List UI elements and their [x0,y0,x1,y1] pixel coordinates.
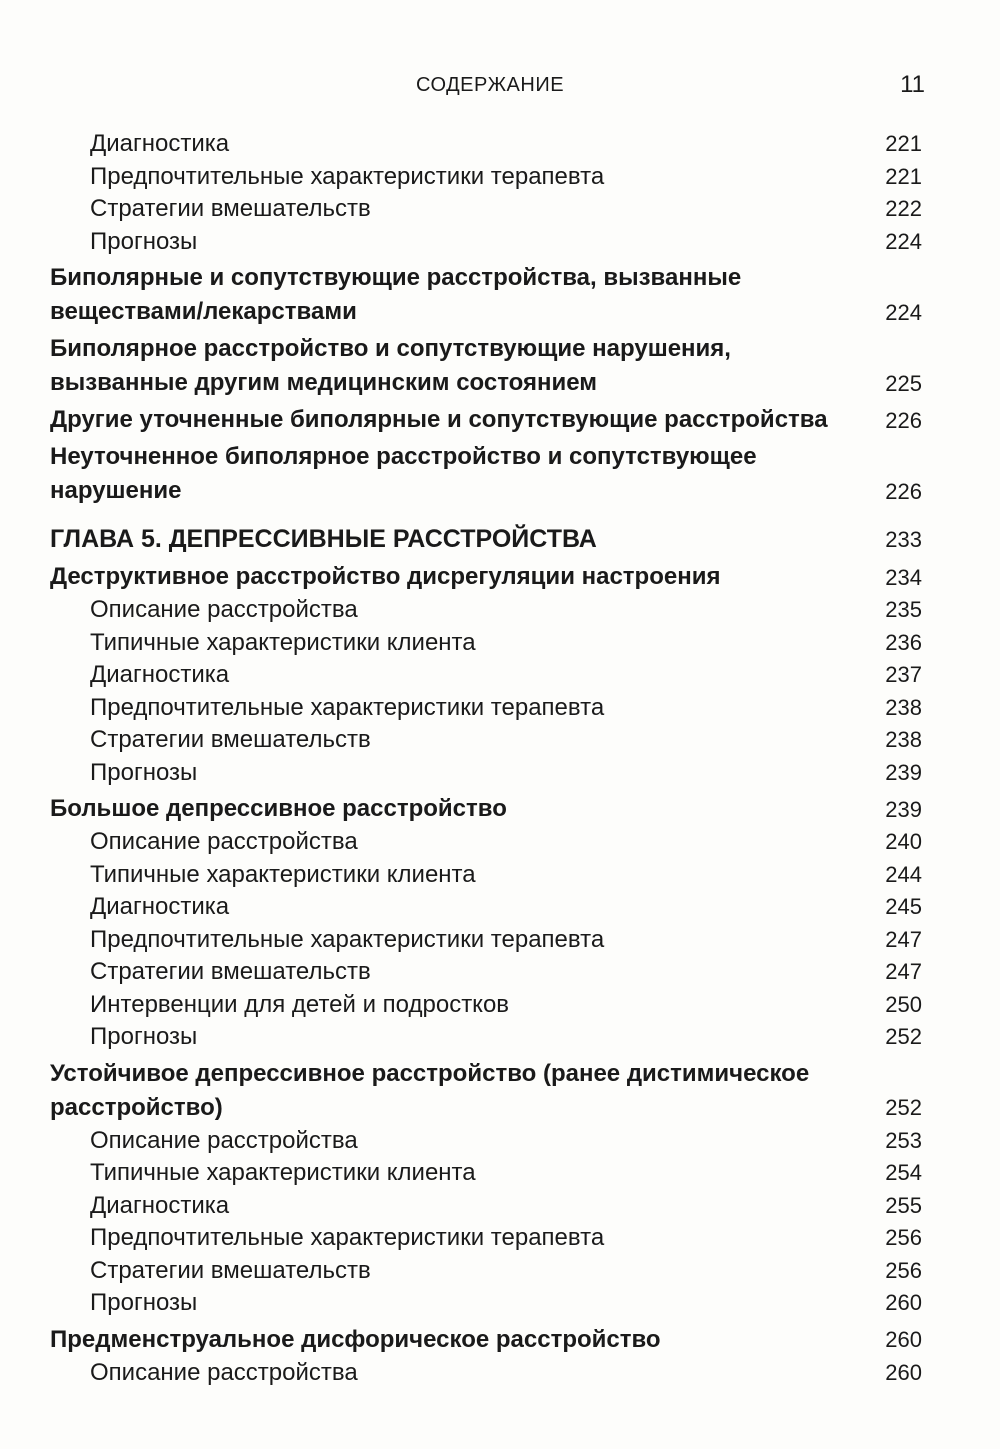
toc-entry [50,594,922,627]
header-title: СОДЕРЖАНИЕ [415,74,565,96]
toc-entry [50,1157,922,1190]
toc-entry [50,1222,922,1255]
toc-entry-page: 234 [885,564,922,590]
toc-entry-page: 237 [885,662,922,687]
toc-entry-title: Описание расстройства [90,596,358,623]
toc-entry-page: 250 [885,991,922,1017]
toc-entry-title: Устойчивое депрессивное расстройство (ранее дистимическое расстройство) [50,1059,810,1121]
toc-entry-title: Интервенции для детей и подростков [90,990,510,1018]
toc-entry-title: Описание расстройства [90,828,358,855]
page-number: 11 [900,71,925,98]
toc-entry-title: Предпочтительные характеристики терапевта [90,925,605,953]
toc-entry [50,891,922,924]
toc-entry-page: 247 [885,959,922,984]
toc-entry-title: Стратегии вмешательств [90,726,371,753]
toc-entry [50,560,922,594]
toc-entry [50,261,922,329]
toc-entry-title: Деструктивное расстройство дисрегуляции настроения [50,563,721,590]
toc-entry [50,826,922,859]
toc-entry-page: 255 [885,1192,922,1218]
toc-entry [50,522,922,556]
table-of-contents [50,128,922,1389]
toc-entry-title: Типичные характеристики клиента [90,860,476,888]
toc-entry [50,627,922,660]
toc-entry-page: 256 [885,1257,922,1283]
toc-entry [50,1323,922,1357]
toc-entry [50,128,922,161]
toc-entry-title: Описание расстройства [90,1126,358,1154]
toc-entry [50,1190,922,1223]
toc-entry-title: Прогнозы [90,227,198,255]
toc-entry-page: 224 [885,228,922,254]
toc-entry-title: Стратегии вмешательств [90,195,371,222]
toc-entry-title: Предпочтительные характеристики терапевта [90,1224,605,1251]
toc-entry [50,1255,922,1288]
toc-entry [50,1057,922,1125]
toc-entry [50,161,922,194]
toc-entry-title: Биполярное расстройство и сопутствующие нарушения, вызванные другим медицинским состоянием [50,335,731,396]
toc-entry-title: Диагностика [90,893,230,920]
toc-entry-page: 260 [885,1359,922,1385]
toc-entry-page: 225 [885,370,922,396]
toc-entry [50,332,922,400]
toc-entry [50,692,922,725]
toc-entry [50,440,922,508]
toc-entry [50,989,922,1022]
toc-entry-title: Стратегии вмешательств [90,1256,371,1284]
toc-entry-page: 238 [885,727,922,752]
toc-entry-title: Прогнозы [90,1289,198,1316]
toc-entry [50,403,922,437]
toc-entry-title: Типичные характеристики клиента [90,1159,476,1186]
toc-entry-page: 252 [885,1095,922,1120]
toc-entry [50,659,922,692]
toc-entry-title: Прогнозы [90,1023,198,1050]
toc-entry [50,924,922,957]
toc-entry-page: 245 [885,894,922,919]
toc-entry-page: 222 [885,196,922,221]
toc-entry [50,757,922,790]
toc-entry-page: 221 [885,131,922,156]
toc-entry-page: 239 [885,759,922,785]
toc-entry [50,792,922,826]
toc-entry-page: 235 [885,597,922,622]
toc-entry [50,724,922,757]
toc-entry-title: ГЛАВА 5. ДЕПРЕССИВНЫЕ РАССТРОЙСТВА [50,525,597,553]
toc-entry-title: Описание расстройства [90,1358,358,1386]
running-header [0,66,1000,106]
toc-entry [50,956,922,989]
toc-entry-page: 224 [885,299,922,325]
toc-entry-page: 233 [885,526,922,552]
toc-entry-title: Прогнозы [90,758,198,786]
toc-entry [50,1125,922,1158]
toc-entry-title: Диагностика [90,661,230,688]
toc-entry-title: Предпочтительные характеристики терапевта [90,162,605,190]
toc-entry-title: Стратегии вмешательств [90,958,371,985]
toc-entry-page: 239 [885,796,922,822]
toc-entry-page: 244 [885,861,922,887]
toc-entry-page: 254 [885,1160,922,1185]
toc-entry-title: Диагностика [90,130,230,157]
toc-entry-title: Типичные характеристики клиента [90,628,476,656]
toc-entry-title: Большое депрессивное расстройство [50,795,507,822]
toc-entry-page: 252 [885,1024,922,1049]
toc-entry [50,1021,922,1054]
toc-entry-page: 226 [885,478,922,504]
toc-entry-page: 253 [885,1127,922,1153]
toc-entry [50,1357,922,1390]
toc-entry-title: Диагностика [90,1191,230,1219]
toc-entry-title: Неуточненное биполярное расстройство и сопутствующее нарушение [50,443,757,504]
toc-entry-page: 256 [885,1225,922,1250]
toc-entry-title: Предпочтительные характеристики терапевта [90,693,605,721]
toc-entry-title: Биполярные и сопутствующие расстройства, вызванные веществами/лекарствами [50,264,742,325]
toc-entry-title: Предменструальное дисфорическое расстройство [50,1325,661,1353]
toc-entry [50,226,922,259]
toc-entry-page: 238 [885,694,922,720]
toc-entry-page: 221 [885,163,922,189]
toc-entry-page: 240 [885,829,922,854]
toc-entry-page: 226 [885,407,922,433]
toc-entry-page: 260 [885,1327,922,1352]
toc-entry [50,859,922,892]
toc-entry [50,193,922,226]
toc-entry-page: 247 [885,926,922,952]
toc-entry-page: 260 [885,1290,922,1315]
toc-entry [50,1287,922,1320]
toc-entry-title: Другие уточненные биполярные и сопутствующие расстройства [50,406,828,433]
toc-entry-page: 236 [885,629,922,655]
